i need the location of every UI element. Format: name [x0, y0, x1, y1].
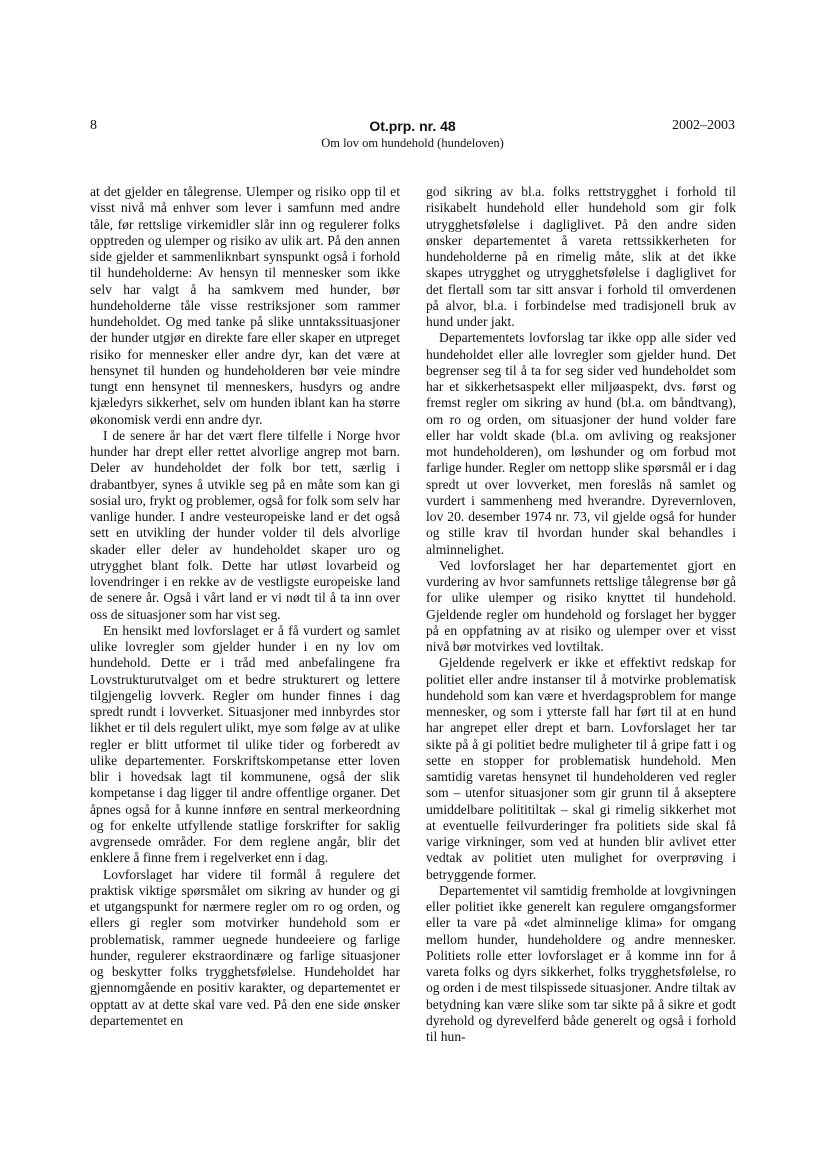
paragraph: at det gjelder en tålegrense. Ulemper og risiko opp til et visst nivå må enhver som lever i samfunn med andre tåle, før rettslige virkemidler slår inn og regulerer folks opptreden og ulemper og risiko av ulik art. På den annen side gjelder et sammenliknbart synspunkt også i forhold til hundeholderne: Av hensyn til mennesker som ikke selv har valgt å ha samkvem med hunder, bør hundeholderne tåle visse restriksjoner som rammer hundeholdet. Og med tanke på slike unntakssituasjoner der hunder utgjør en direkte fare eller skaper en utpreget risiko for mennesker eller andre dyr, kan det være at hensynet til hunden og hundeholderen bør veie mindre tungt enn hensynet til menneskers, husdyrs og andre kjæledyrs sikkerhet, selv om hunden iblant kan ha større økonomisk verdi enn andre dyr. [90, 184, 400, 427]
session-year: 2002–2003 [672, 118, 735, 133]
paragraph: Departementet vil samtidig fremholde at lovgivningen eller politiet ikke generelt kan regulere omgangsformer eller ta vare på «det alminnelige klima» for omgang mellom hunder, hundeholdere og andre mennesker. Politiets rolle etter lovforslaget er å komme inn for å vareta folks og dyrs sikkerhet, folks trygghetsfølelse, ro og orden i de mest tilspissede situasjoner. Andre tiltak av betydning kan være slike som tar sikte på å sikre et godt dyrehold og dyrevelferd både generelt og også i forhold til hun- [426, 882, 736, 1044]
document-subtitle: Om lov om hundehold (hundeloven) [321, 136, 504, 150]
paragraph: Lovforslaget har videre til formål å regulere det praktisk viktige spørsmålet om sikring av hunder og gi et utgangspunkt for nærmere regler om ro og orden, og ellers gi regler som motvirker hundehold som er problematisk, rammer uegnede hundeeiere og farlige hunder, regulerer ekstraordinære og farlige situasjoner og beskytter folks trygghetsfølelse. Hundeholdet har gjennomgående en positiv karakter, og departementet er opptatt av at dette skal vare ved. På den ene side ønsker departementet en [90, 866, 400, 1028]
paragraph: Departementets lovforslag tar ikke opp alle sider ved hundeholdet eller alle lovregler som gjelder hund. Det begrenser seg til å ta for seg sider ved hundeholdet som har et sikkerhetsaspekt eller miljøaspekt, dvs. først og fremst regler om sikring av hund (bl.a. om båndtvang), om ro og orden, om situasjoner der hund volder fare eller har voldt skade (bl.a. om avliving og reaksjoner mot hundeholderen), om løshunder og om forbud mot farlige hunder. Regler om nettopp slike spørsmål er i dag spredt ut over lovverket, men foreslås nå samlet og vurdert i sammenheng med hverandre. Dyrevernloven, lov 20. desember 1974 nr. 73, vil gjelde også for hunder og stille krav til hvordan hunder skal behandles i alminnelighet. [426, 330, 736, 557]
paragraph: god sikring av bl.a. folks rettstrygghet i forhold til risikabelt hundehold eller hundehold som gir folk utrygghetsfølelse i dagliglivet. På den andre siden ønsker departementet å vareta rettssikkerheten for hundeholderne på en rimelig måte, slik at det ikke skapes utrygghet og utrygghetsfølelse i dagliglivet for det flertall som tar sitt ansvar i forhold til omverdenen på alvor, bl.a. i forbindelse med tradisjonell bruk av hund under jakt. [426, 184, 736, 329]
paragraph: En hensikt med lovforslaget er å få vurdert og samlet ulike lovregler som gjelder hunder i en ny lov om hundehold. Dette er i tråd med anbefalingene fra Lovstrukturutvalget om et bedre strukturert og lettere tilgjengelig lovverk. Regler om hunder finnes i dag spredt rundt i lovverket. Situasjoner med innbyrdes stor likhet er til dels regulert ulikt, mye som følge av at ulike regler er blitt utformet til ulike tider og forberedt av ulike departementer. Forskriftskompetanse etter loven blir i hovedsak lagt til kommunene, også der slik kompetanse i dag ligger til andre offentlige organer. Det åpnes også for å kunne innføre en sentral merkeordning og for enkelte utfyllende statlige forskrifter for saklig avgrensede områder. For dem reglene angår, blir det enklere å finne frem i regelverket enn i dag. [90, 622, 400, 866]
paragraph: Ved lovforslaget her har departementet gjort en vurdering av hvor samfunnets rettslige tålegrense bør gå for ulike ulemper og risiko knyttet til hundehold. Gjeldende regler om hundehold og forslaget her bygger på en oppfatning av at risiko og ulemper over et visst nivå bør motvirkes ved lovtiltak. [426, 557, 736, 654]
paragraph: I de senere år har det vært flere tilfelle i Norge hvor hunder har drept eller rettet alvorlige angrep mot barn. Deler av hundeholdet der folk bor tett, særlig i drabantbyer, synes å utvikle seg på en måte som kan gi sosial uro, frykt og problemer, også for folk som selv har vanlige hunder. I andre vesteuropeiske land er det også sett en utvikling der hunder volder til dels alvorlige skader eller deler av hundeholdet skaper uro og utrygghet blant folk. Dette har utløst lovarbeid og lovendringer i en rekke av de vestligste europeiske land de senere år. Også i vårt land er vi nødt til å ta inn over oss de situasjoner som har vist seg. [90, 427, 400, 622]
document-title: Ot.prp. nr. 48 [369, 118, 456, 134]
paragraph: Gjeldende regelverk er ikke et effektivt redskap for politiet eller andre instanser til å motvirke problematisk hundehold som kan være et hverdagsproblem for mange mennesker, og som i ytterste fall har ført til at en hund har angrepet eller drept et barn. Lovforslaget her tar sikte på å gi politiet bedre muligheter til å gripe fatt i og sette en stopper for problematisk hundehold. Men samtidig varetas hensynet til hundeholderen ved regler som – utenfor situasjoner som gir grunn til å akseptere umiddelbare polititiltak – skal gi rimelig sikkerhet mot at eventuelle feilvurderinger fra politiets side skal få varige virkninger, som ved at hunden blir avlivet etter vedtak av politiet uten mulighet for overprøving i betryggende former. [426, 655, 736, 882]
left-column [90, 184, 400, 1029]
page-header [90, 116, 735, 156]
page-number: 8 [90, 118, 97, 133]
right-column [426, 184, 736, 1045]
